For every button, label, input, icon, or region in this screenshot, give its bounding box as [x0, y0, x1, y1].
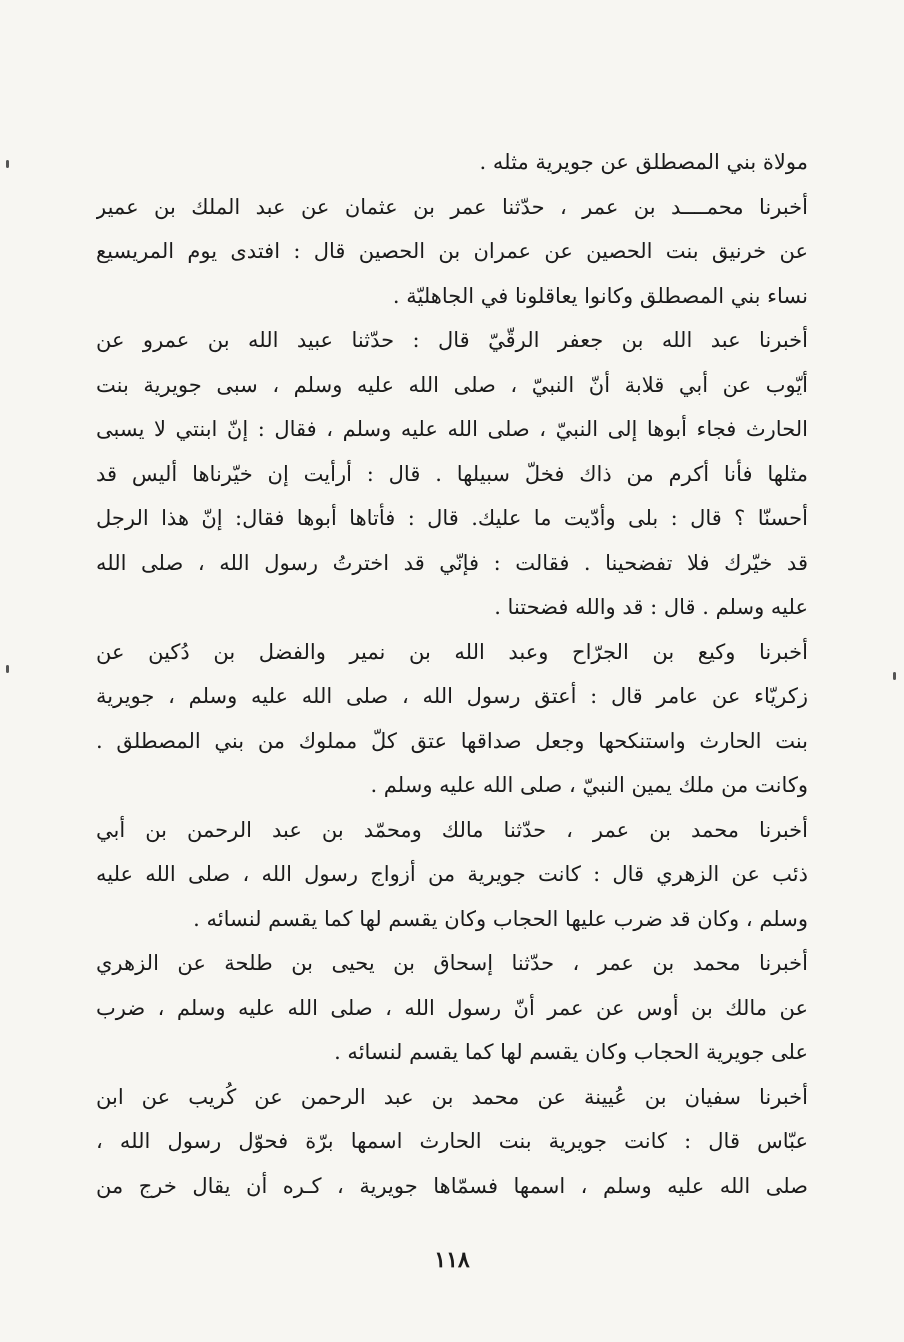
margin-mark	[6, 665, 9, 673]
text-line: نساء بني المصطلق وكانوا يعاقلونا في الجاهليّة .	[392, 283, 808, 308]
text-line: صلى الله عليه وسلم ، اسمها فسمّاها جويرية ، كـره أن يقال خرج من	[96, 1173, 808, 1198]
text-line: مولاة بني المصطلق عن جويرية مثله .	[479, 150, 808, 174]
body-text	[96, 140, 808, 1208]
text-line: أخبرنا محمد بن عمر ، حدّثنا مالك ومحمّد بن عبد الرحمن بن أبي	[96, 817, 808, 842]
text-line: ذئب عن الزهري قال : كانت جويرية من أزواج رسول الله ، صلى الله عليه	[96, 862, 808, 886]
margin-mark	[6, 160, 9, 168]
page-number: ١١٨	[434, 1247, 470, 1273]
text-line: عليه وسلم . قال : قد والله فضحتنا .	[494, 595, 808, 619]
text-line: أخبرنا سفيان بن عُيينة عن محمد بن عبد الرحمن عن كُريب عن ابن	[96, 1084, 808, 1109]
text-line: وكانت من ملك يمين النبيّ ، صلى الله عليه وسلم .	[370, 773, 808, 797]
text-line: أخبرنا وكيع بن الجرّاح وعبد الله بن نمير والفضل بن دُكين عن	[96, 639, 808, 664]
text-line: الحارث فجاء أبوها إلى النبيّ ، صلى الله عليه وسلم ، فقال : إنّ ابنتي لا يسبى	[96, 417, 808, 441]
text-line: أخبرنا محمد بن عمر ، حدّثنا إسحاق بن يحيى بن طلحة عن الزهري	[96, 951, 808, 975]
text-line: مثلها فأنا أكرم من ذاك فخلّ سبيلها . قال : أرأيت إن خيّرناها أليس قد	[96, 461, 808, 486]
text-line: أخبرنا محمــــد بن عمر ، حدّثنا عمر بن عثمان عن عبد الملك بن عمير	[96, 194, 808, 219]
text-line: على جويرية الحجاب وكان يقسم لها كما يقسم لنسائه .	[334, 1040, 808, 1064]
text-line: أحسنّا ؟ قال : بلى وأدّيت ما عليك. قال : فأتاها أبوها فقال: إنّ هذا الرجل	[96, 506, 808, 530]
text-line: بنت الحارث واستنكحها وجعل صداقها عتق كلّ مملوك من بني المصطلق .	[96, 728, 808, 753]
text-line: عبّاس قال : كانت جويرية بنت الحارث اسمها برّة فحوّل رسول الله ،	[96, 1129, 808, 1153]
margin-mark	[893, 672, 896, 680]
text-line: قد خيّرك فلا تفضحينا . فقالت : فإنّي قد اخترتُ رسول الله ، صلى الله	[96, 550, 808, 575]
text-line: وسلم ، وكان قد ضرب عليها الحجاب وكان يقسم لها كما يقسم لنسائه .	[193, 906, 808, 931]
text-line: عن خرنيق بنت الحصين عن عمران بن الحصين قال : افتدى يوم المريسيع	[96, 239, 808, 263]
text-line: عن مالك بن أوس عن عمر أنّ رسول الله ، صلى الله عليه وسلم ، ضرب	[96, 995, 808, 1020]
text-line: أيّوب عن أبي قلابة أنّ النبيّ ، صلى الله عليه وسلم ، سبى جويرية بنت	[96, 372, 808, 397]
text-line: أخبرنا عبد الله بن جعفر الرقّيّ قال : حدّثنا عبيد الله بن عمرو عن	[96, 328, 808, 352]
text-line: زكريّاء عن عامر قال : أعتق رسول الله ، صلى الله عليه وسلم ، جويرية	[96, 684, 808, 708]
